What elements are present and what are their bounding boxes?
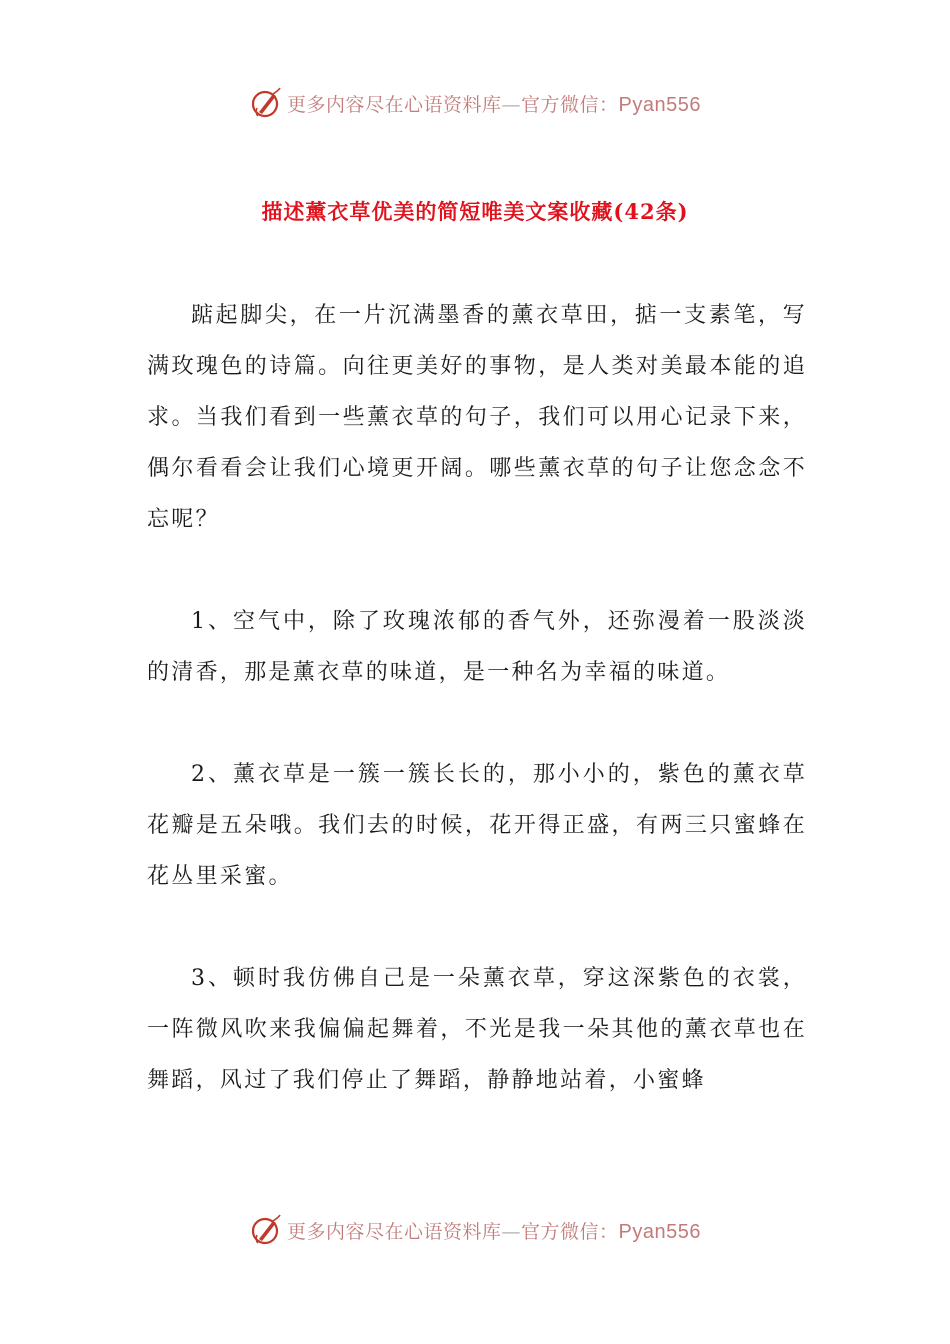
paragraph-intro: 踮起脚尖，在一片沉满墨香的薰衣草田，掂一支素笔，写满玫瑰色的诗篇。向往更美好的事物，是人类对美最本能的追求。当我们看到一些薰衣草的句子，我们可以用心记录下来，偶尔看看会让我们心境更开阔。哪些薰衣草的句子让您念念不忘呢？ (147, 303, 807, 532)
paragraph-item-3: 3、顿时我仿佛自己是一朵薰衣草，穿这深紫色的衣裳，一阵微风吹来我偏偏起舞着，不光是我一朵其他的薰衣草也在舞蹈，风过了我们停止了舞蹈，静静地站着，小蜜蜂 (147, 966, 807, 1093)
paragraph-item-2: 2、薰衣草是一簇一簇长长的，那小小的，紫色的薰衣草花瓣是五朵哦。我们去的时候，花开得正盛，有两三只蜜蜂在花丛里采蜜。 (147, 762, 807, 889)
document-title: 描述薰衣草优美的简短唯美文案收藏(42条) (261, 199, 689, 224)
document-body (147, 290, 807, 1157)
banner-text: 更多内容尽在心语资料库—官方微信：Pyan556 (287, 1220, 701, 1243)
wechat-id: Pyan556 (618, 93, 701, 116)
quill-pen-logo-icon (249, 86, 283, 120)
header-banner (0, 78, 950, 128)
banner-text: 更多内容尽在心语资料库—官方微信：Pyan556 (287, 93, 701, 116)
wechat-id: Pyan556 (618, 1220, 701, 1243)
footer-banner (0, 1205, 950, 1255)
paragraph-item-1: 1、空气中，除了玫瑰浓郁的香气外，还弥漫着一股淡淡的清香，那是薰衣草的味道，是一种名为幸福的味道。 (147, 609, 807, 685)
quill-pen-logo-icon (249, 1213, 283, 1247)
